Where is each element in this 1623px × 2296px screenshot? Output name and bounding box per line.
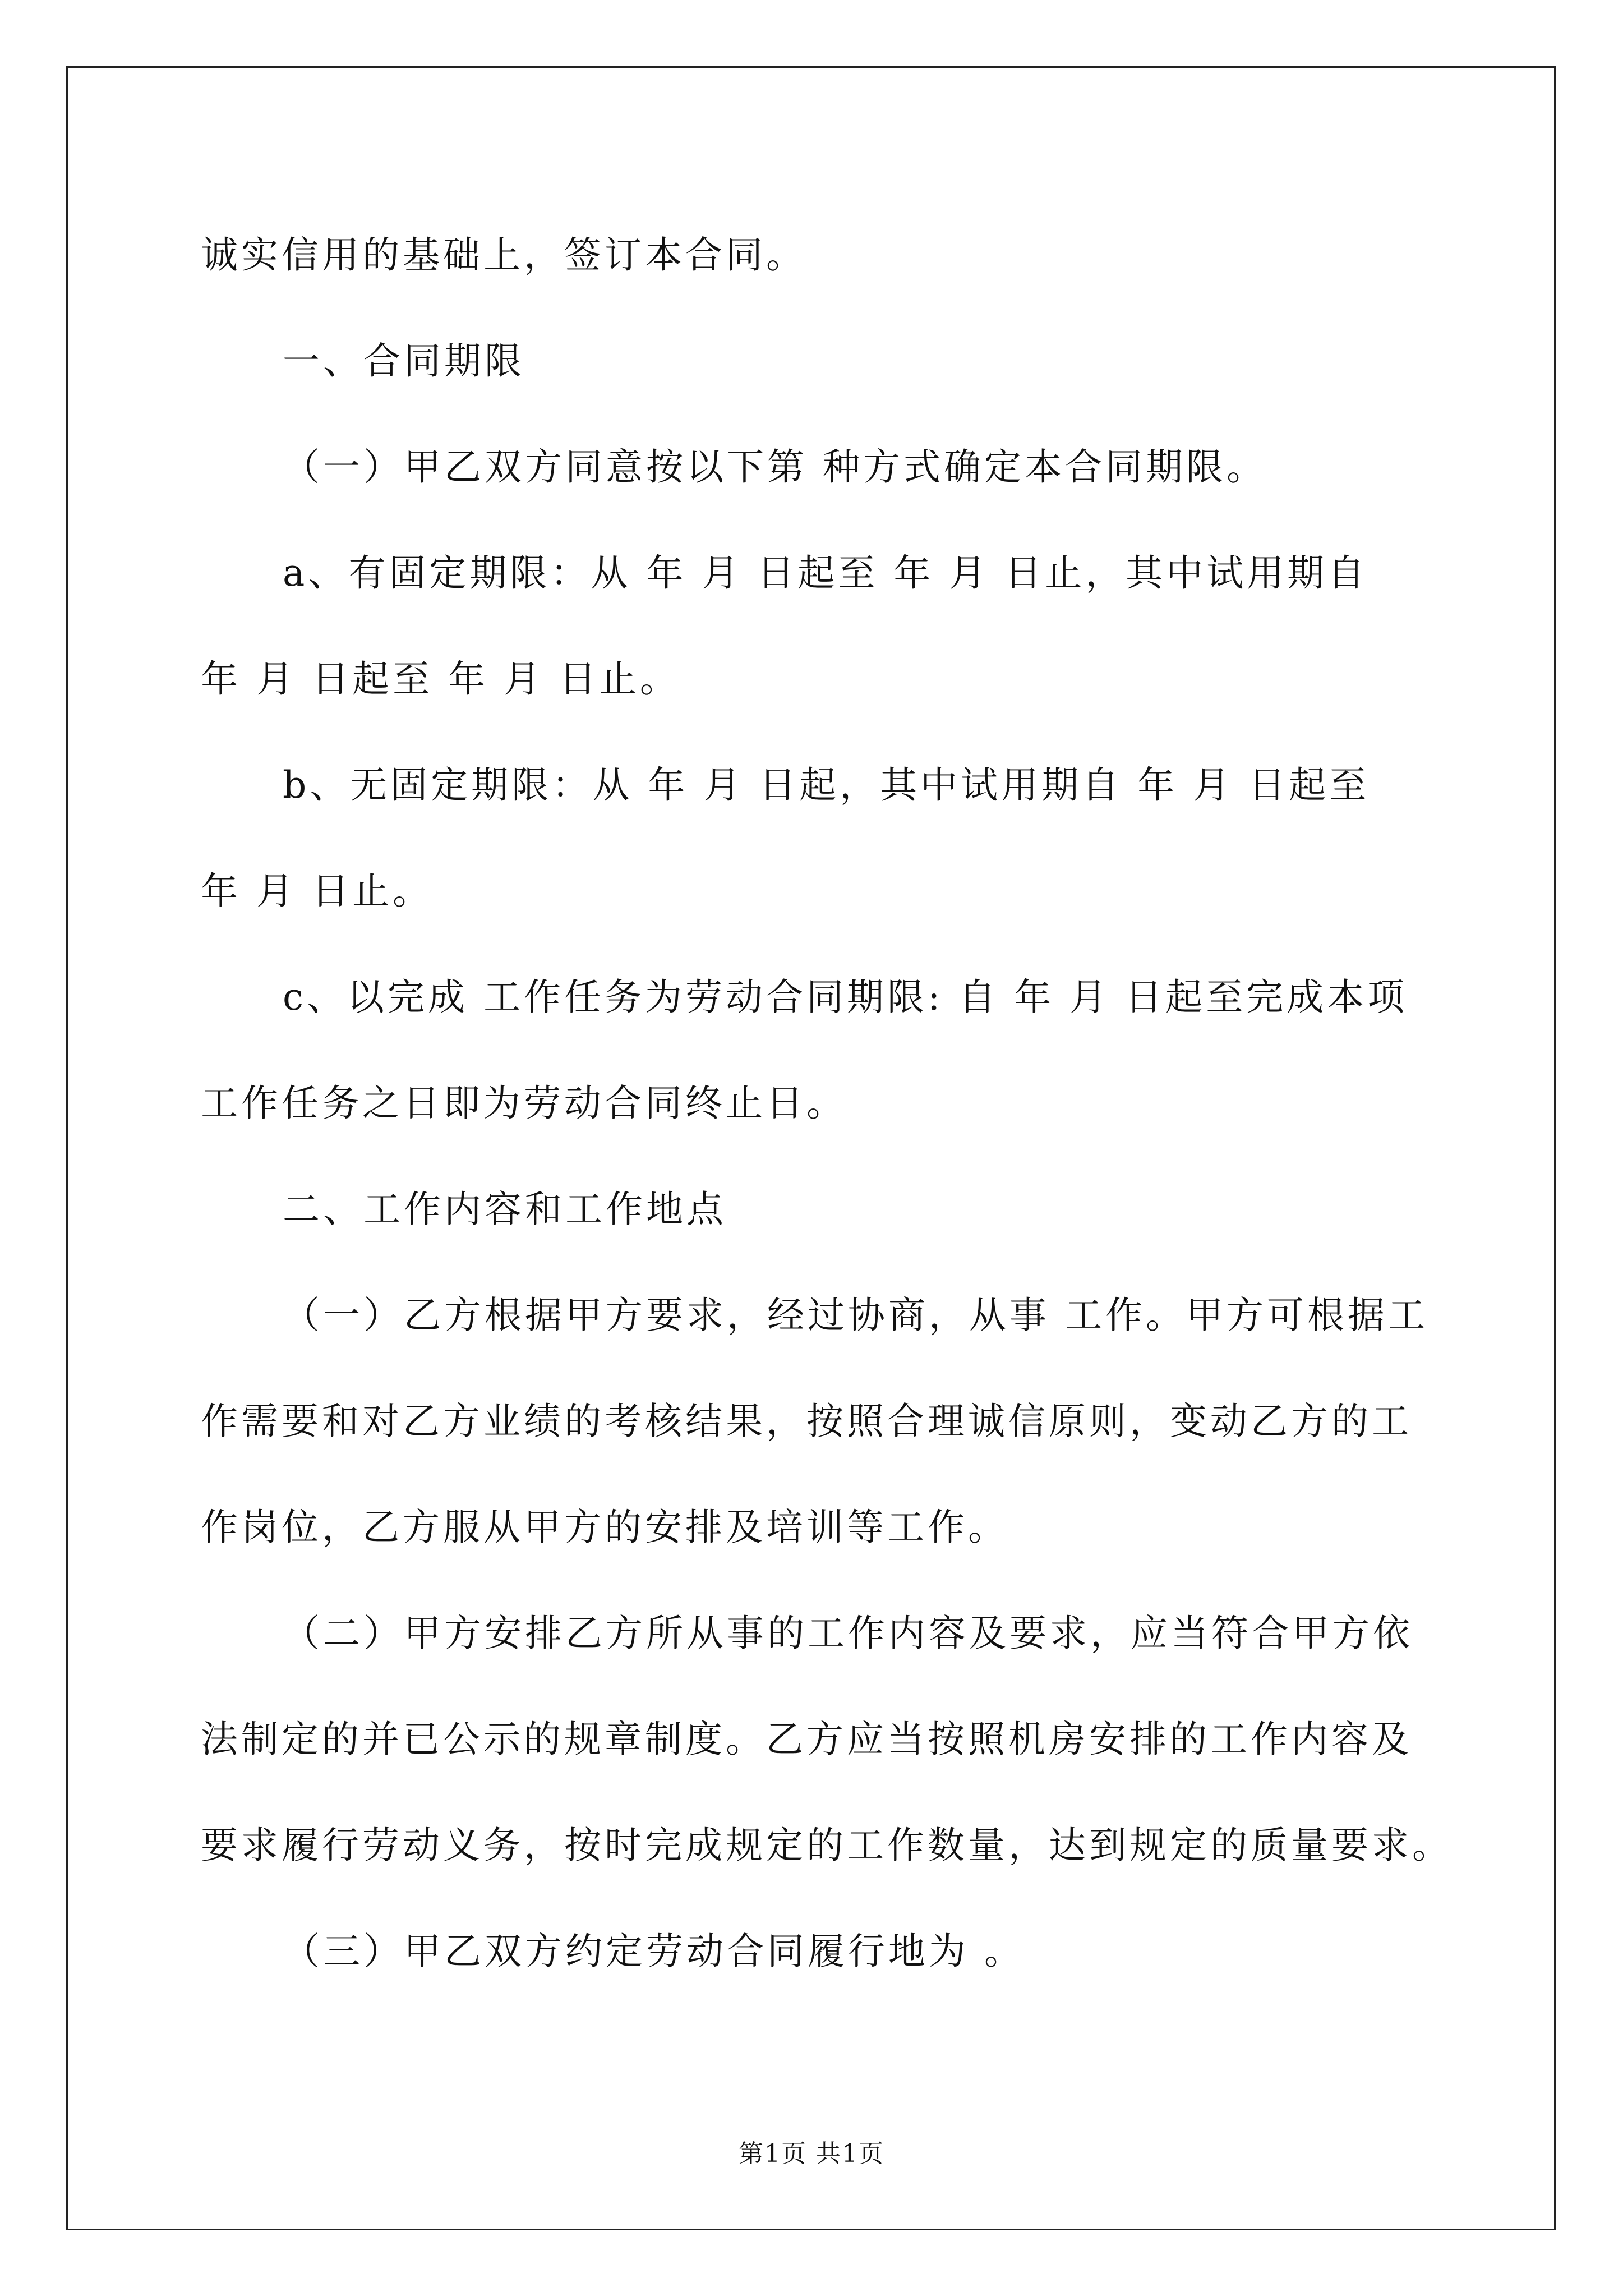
paragraph-line: 法制定的并已公示的规章制度。乙方应当按照机房安排的工作内容及 xyxy=(201,1718,1412,1761)
paragraph-line: c、以完成 工作任务为劳动合同期限: 自 年 月 日起至完成本项 xyxy=(283,976,1408,1019)
paragraph-line: b、无固定期限：从 年 月 日起，其中试用期自 年 月 日起至 xyxy=(283,763,1370,807)
paragraph-line: （三）甲乙双方约定劳动合同履行地为 。 xyxy=(283,1930,1025,1973)
paragraph-line: 诚实信用的基础上，签订本合同。 xyxy=(201,233,806,277)
paragraph-line: （一）甲乙双方同意按以下第 种方式确定本合同期限。 xyxy=(283,445,1267,489)
page-number-footer: 第1页 共1页 xyxy=(739,2139,884,2168)
paragraph-line: （二）甲方安排乙方所从事的工作内容及要求，应当符合甲方依 xyxy=(283,1612,1413,1655)
paragraph-line: 作岗位，乙方服从甲方的安排及培训等工作。 xyxy=(201,1506,1008,1549)
paragraph-line: 年 月 日起至 年 月 日止。 xyxy=(201,657,680,701)
section-heading: 二、工作内容和工作地点 xyxy=(283,1188,727,1231)
section-heading: 一、合同期限 xyxy=(283,339,525,383)
document-body xyxy=(201,213,1453,2016)
paragraph-line: 工作任务之日即为劳动合同终止日。 xyxy=(201,1082,847,1125)
paragraph-line: （一）乙方根据甲方要求，经过协商，从事 工作。甲方可根据工 xyxy=(283,1294,1428,1337)
paragraph-line: a、有固定期限：从 年 月 日起至 年 月 日止，其中试用期自 xyxy=(283,551,1368,595)
paragraph-line: 要求履行劳动义务，按时完成规定的工作数量，达到规定的质量要求。 xyxy=(201,1824,1453,1867)
paragraph-line: 作需要和对乙方业绩的考核结果，按照合理诚信原则，变动乙方的工 xyxy=(201,1400,1412,1443)
paragraph-line: 年 月 日止。 xyxy=(201,869,433,913)
